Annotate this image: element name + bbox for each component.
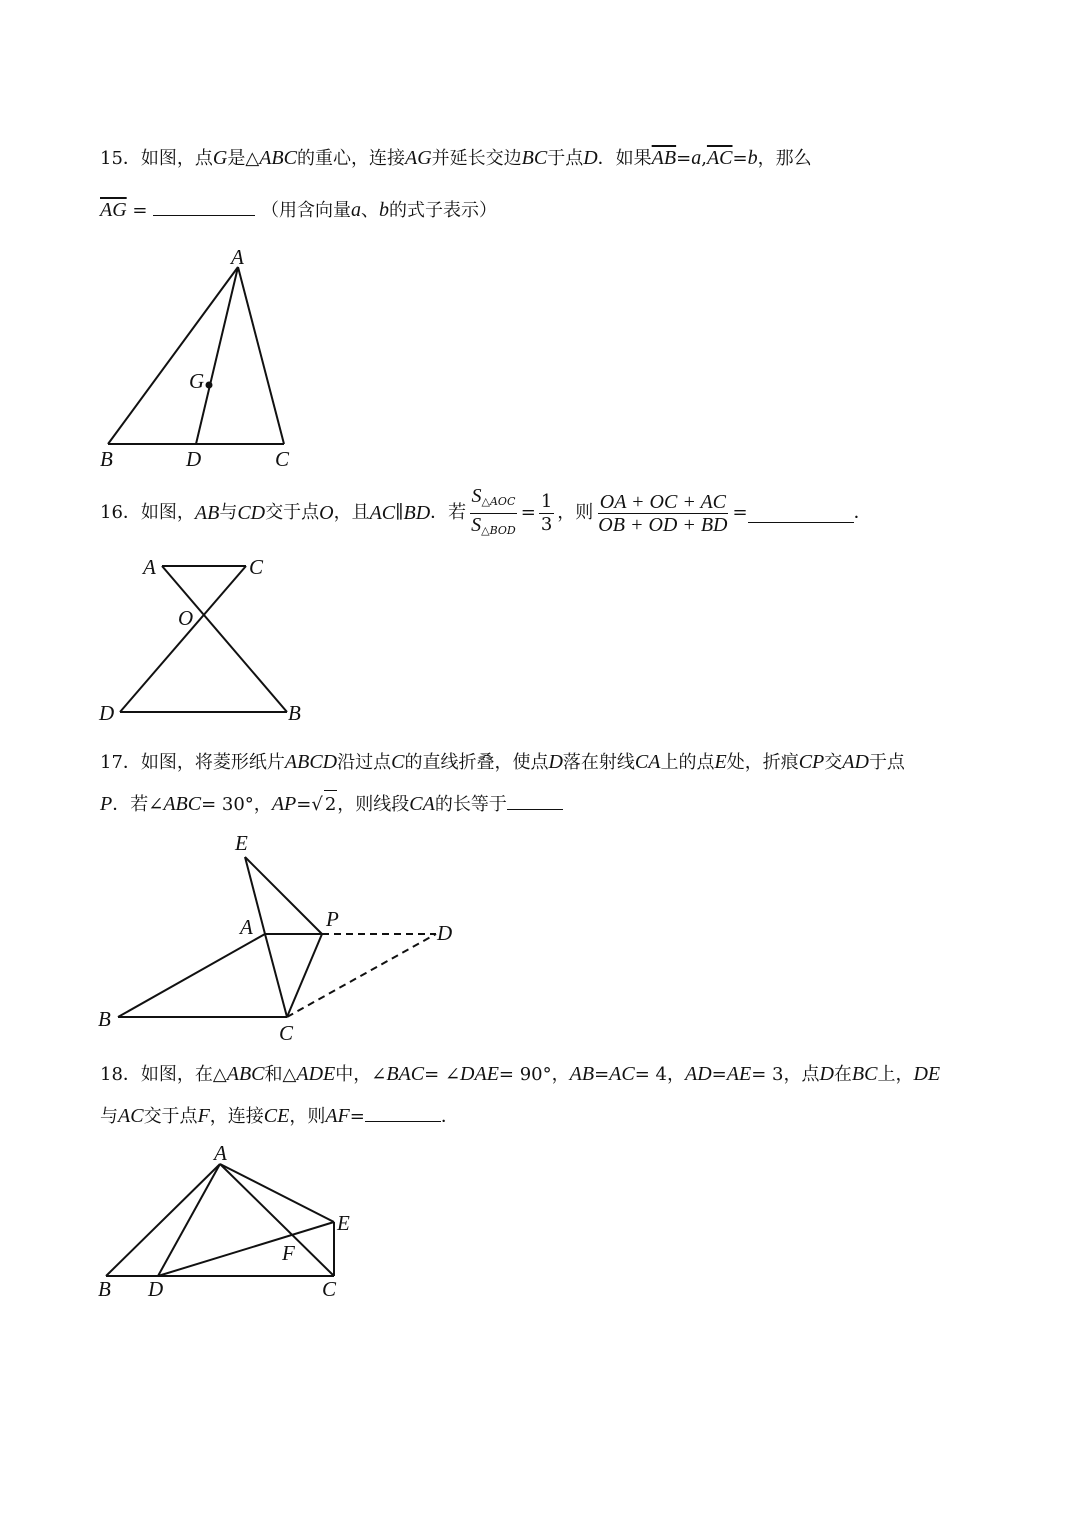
q17-sqrt-two: 2	[324, 790, 337, 819]
q15-var: AG	[404, 147, 432, 169]
q18-var: AC	[118, 1105, 144, 1127]
q17-text: 处，折痕	[726, 752, 799, 773]
q18-var: DE	[913, 1063, 941, 1085]
q16-label-d: D	[99, 701, 115, 725]
q15-label-d: D	[186, 447, 202, 471]
q17-text: 如图，将菱形纸片	[140, 752, 285, 773]
q18-var: D	[819, 1063, 834, 1085]
q16-text: 与	[219, 502, 238, 523]
q17-text: 落在射线	[562, 752, 635, 773]
q17-text: ．若∠	[112, 794, 164, 815]
q15-text: ．如果	[597, 148, 652, 169]
q18-text: 与	[100, 1106, 118, 1127]
q18-var: ABC	[226, 1063, 265, 1085]
q16-num: 1	[540, 490, 553, 512]
q18-text: = ∠	[424, 1064, 461, 1085]
q15-label-g: G	[189, 369, 205, 393]
q15-text: 并延长交边	[431, 148, 522, 169]
q16-text: =	[520, 502, 536, 523]
q18-var: AB	[569, 1063, 595, 1085]
q16-label-c: C	[249, 555, 264, 579]
q18-var: AF	[325, 1105, 350, 1127]
q15-text: 于点	[547, 148, 584, 169]
q15-text: ,	[701, 148, 707, 169]
q15-text: ，那么	[757, 148, 812, 169]
q15-text: 如图，点	[140, 148, 213, 169]
q15-vector-a: a	[691, 147, 702, 169]
q16-text: ，且	[333, 502, 370, 523]
q15-vector-b: b	[747, 147, 758, 169]
q17-var: CA	[409, 793, 435, 815]
q15-label-a: A	[231, 245, 244, 269]
q16-den: OB + OD + BD	[598, 513, 728, 536]
q18-label-b: B	[98, 1277, 111, 1301]
q16-number: 16．	[100, 502, 141, 523]
q17-number: 17．	[100, 752, 141, 773]
q16-text: 如图，	[140, 502, 195, 523]
q18-text: = 90°，	[498, 1064, 570, 1085]
q18-var: AE	[726, 1063, 752, 1085]
q18-segment-ae	[220, 1164, 334, 1222]
q15-label-c: C	[275, 447, 290, 471]
q15-var: D	[583, 147, 598, 169]
q17-label-p: P	[326, 907, 339, 931]
q18-side-ab	[106, 1164, 220, 1276]
q18-var: CE	[263, 1105, 290, 1127]
q15-var: ABC	[259, 147, 297, 169]
q18-var: BAC	[386, 1063, 425, 1085]
q18-label-f: F	[282, 1241, 295, 1265]
q18-var: ADE	[296, 1063, 336, 1085]
q18-text: 如图，在△	[140, 1064, 227, 1085]
q18-text: ，则	[289, 1106, 326, 1127]
q18-text: = 4，	[634, 1064, 685, 1085]
q18-text: 上，	[877, 1064, 914, 1085]
q16-sub: △AOC	[481, 494, 516, 508]
q16-var: AB	[194, 502, 220, 524]
q18-number: 18．	[100, 1064, 141, 1085]
q18-label-c: C	[322, 1277, 337, 1301]
q15-vector-ac: $\overline{AC}$	[706, 147, 733, 169]
q17-label-d: D	[437, 921, 453, 945]
q18-label-d: D	[148, 1277, 164, 1301]
q16-var: S	[471, 484, 482, 507]
q18-text: 中，∠	[335, 1064, 387, 1085]
q17-var: D	[548, 751, 563, 773]
q16-sub: △BOD	[481, 523, 516, 537]
q16-text: ．	[853, 502, 872, 523]
q15-label-b: B	[100, 447, 113, 471]
q16-text: ，则	[557, 502, 594, 523]
q18-var: BC	[851, 1063, 878, 1085]
q16-var: O	[319, 502, 334, 524]
q17-label-c: C	[279, 1021, 294, 1045]
q18-var: F	[197, 1105, 210, 1127]
q18-var: AD	[685, 1063, 712, 1085]
q15-text: 是△	[227, 148, 260, 169]
q17-text: 上的点	[660, 752, 715, 773]
q15-text: =	[732, 148, 748, 169]
q17-text: 于点	[868, 752, 905, 773]
q16-var: AC	[369, 502, 396, 524]
q17-var: AD	[842, 751, 869, 773]
q17-var: CA	[634, 751, 661, 773]
q17-var: C	[391, 751, 405, 773]
q18-text: =	[711, 1064, 727, 1085]
q17-text: 交	[824, 752, 843, 773]
q17-var: ABCD	[284, 751, 338, 773]
q17-line-2: P．若∠ABC= 30°，AP=√ 2，则线段CA的长等于	[100, 790, 563, 819]
q18-text: = 3，点	[751, 1064, 820, 1085]
q17-text: ，则线段	[337, 794, 410, 815]
q16-var: CD	[237, 502, 266, 524]
q17-text: =	[296, 794, 312, 815]
q18-text: 在	[833, 1064, 852, 1085]
q18-label-a: A	[214, 1141, 227, 1165]
q17-text: 沿过点	[337, 752, 392, 773]
q16-label-b: B	[288, 701, 301, 725]
q16-var: BD	[403, 502, 431, 524]
q16-text: =	[732, 502, 748, 523]
q17-label-a: A	[240, 915, 253, 939]
q18-side-ac	[220, 1164, 334, 1276]
q16-den: 3	[540, 513, 553, 535]
q15-text: =	[132, 200, 148, 221]
q17-var: CP	[798, 751, 825, 773]
q16-text: 交于点	[265, 502, 320, 523]
q17-var: ABC	[163, 793, 202, 815]
q16-label-o: O	[178, 606, 194, 630]
q15-vector-b: b	[378, 199, 389, 221]
q15-text: 的式子表示）	[388, 200, 497, 221]
q16-label-a: A	[143, 555, 156, 579]
q15-text: =	[676, 148, 692, 169]
q17-text: 的直线折叠，使点	[404, 752, 549, 773]
q15-text: （用含向量	[260, 200, 351, 221]
q17-text: = 30°，	[201, 794, 272, 815]
q15-vector-ab: $\overline{AB}$	[651, 147, 677, 169]
q16-parallel: ∥	[395, 502, 404, 523]
q15-number: 15．	[100, 148, 141, 169]
q16-num: OA + OC + AC	[599, 490, 727, 513]
q16-var: S	[471, 513, 482, 536]
q18-text: 交于点	[143, 1106, 198, 1127]
q17-label-b: B	[98, 1007, 111, 1031]
q17-var: E	[714, 751, 727, 773]
q17-text: 的长等于	[434, 794, 507, 815]
q18-text: 和△	[264, 1064, 297, 1085]
q17-var: P	[100, 793, 113, 815]
q17-label-e: E	[235, 831, 248, 855]
q18-var: DAE	[460, 1063, 499, 1085]
q15-vector-ag: $\overline{AG}$	[100, 199, 127, 221]
q15-var: BC	[521, 147, 548, 169]
q18-text: =	[349, 1106, 365, 1127]
q18-text: ，连接	[209, 1106, 264, 1127]
q15-var: G	[212, 147, 228, 169]
q16-text: ．若	[430, 502, 467, 523]
q18-text: =	[594, 1064, 610, 1085]
q18-text: ．	[440, 1106, 459, 1127]
q18-label-e: E	[337, 1211, 350, 1235]
q17-var: AP	[271, 793, 297, 815]
q15-vector-a: a	[350, 199, 361, 221]
q15-text: 、	[360, 200, 379, 221]
q18-var: AC	[609, 1063, 635, 1085]
q15-text: 的重心，连接	[296, 148, 405, 169]
